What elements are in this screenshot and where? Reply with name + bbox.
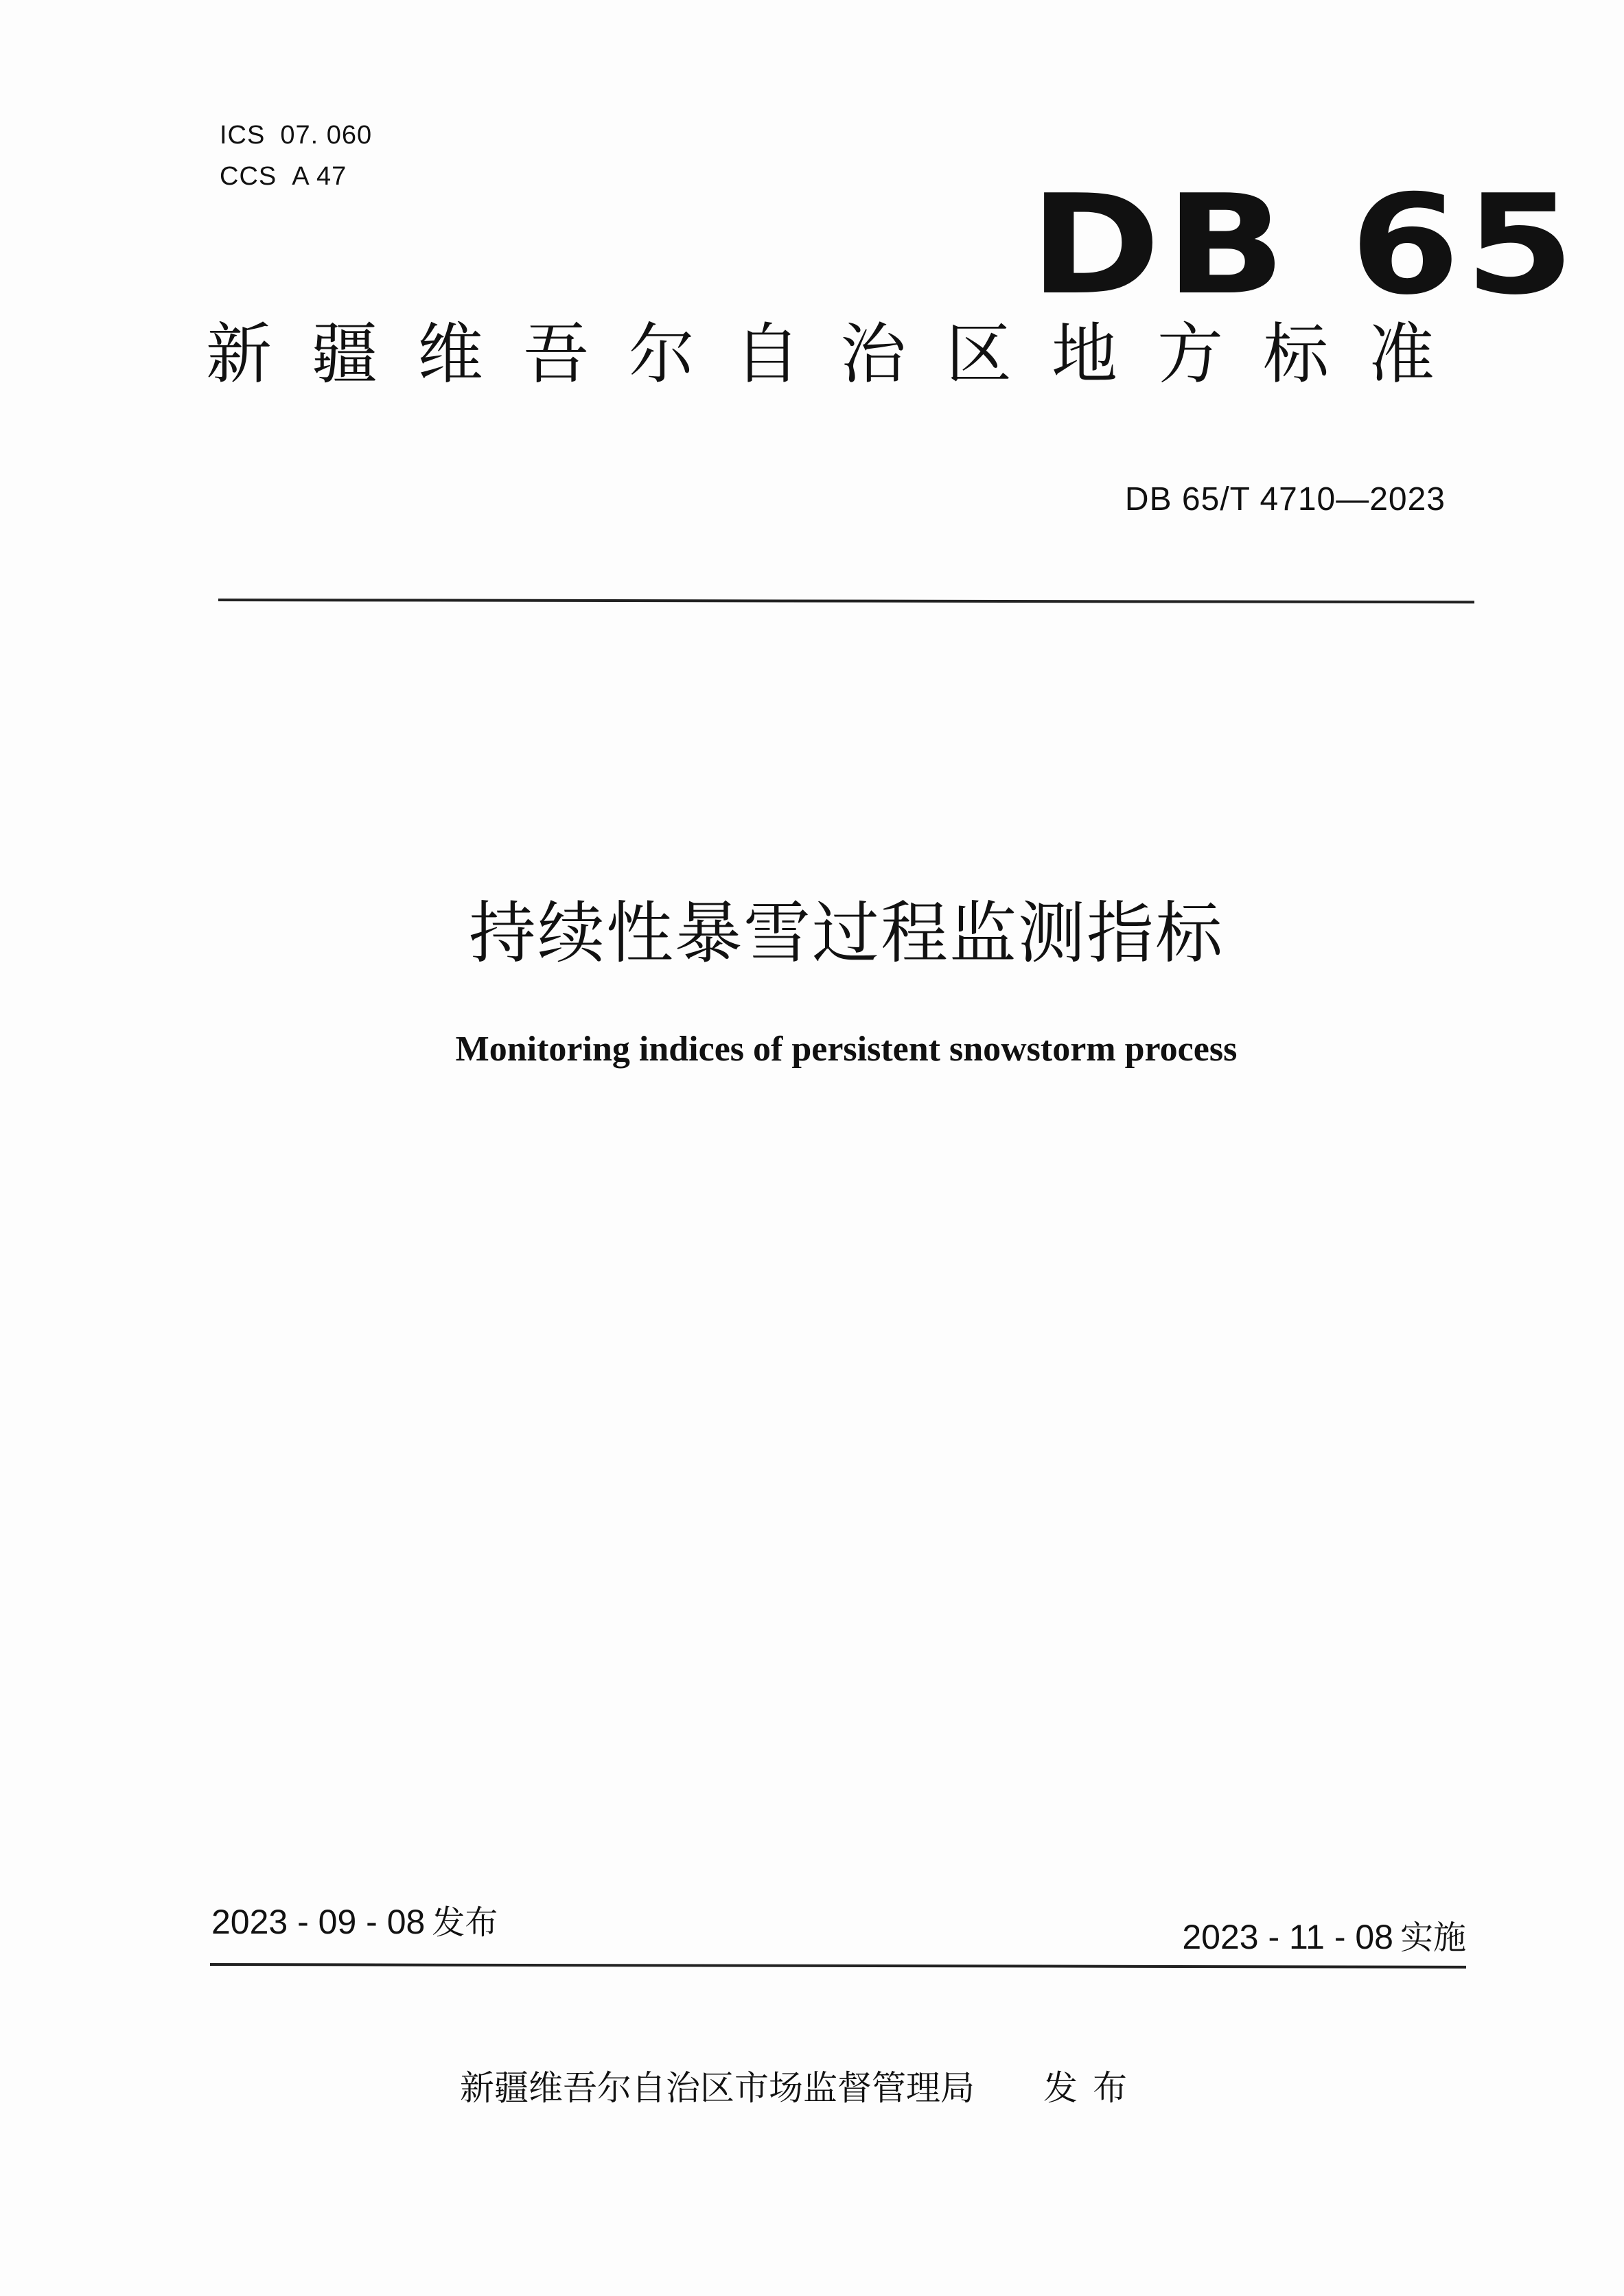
standard-logo: DB 65 [1030,165,1579,325]
issuer-line [460,2061,1142,2110]
ics-classification [220,121,372,150]
publish-date-line [211,1896,498,1943]
issuer-name: 新疆维吾尔自治区市场监督管理局 [460,2068,975,2108]
implement-label: 实施 [1400,1918,1466,1957]
footer-divider [210,1963,1466,1969]
standard-type-heading: 新疆维吾尔自治区地方标准 [206,316,1474,393]
ccs-code: A 47 [292,162,347,191]
issue-verb: 发布 [1043,2068,1142,2108]
document-title-en: Monitoring indices of persistent snowstorm process [455,1030,1238,1069]
ccs-classification [220,162,347,192]
standard-code: DB 65/T 4710—2023 [1124,481,1446,518]
implement-date: 2023 - 11 - 08 [1182,1918,1393,1956]
document-title-zh: 持续性暴雪过程监测指标 [468,894,1224,973]
publish-date: 2023 - 09 - 08 [211,1903,426,1941]
publish-label: 发布 [432,1903,498,1942]
ics-code: 07. 060 [280,121,373,150]
ccs-label: CCS [220,162,277,191]
implement-date-line [1182,1911,1466,1958]
ics-label: ICS [220,121,266,150]
header-divider [218,599,1474,603]
